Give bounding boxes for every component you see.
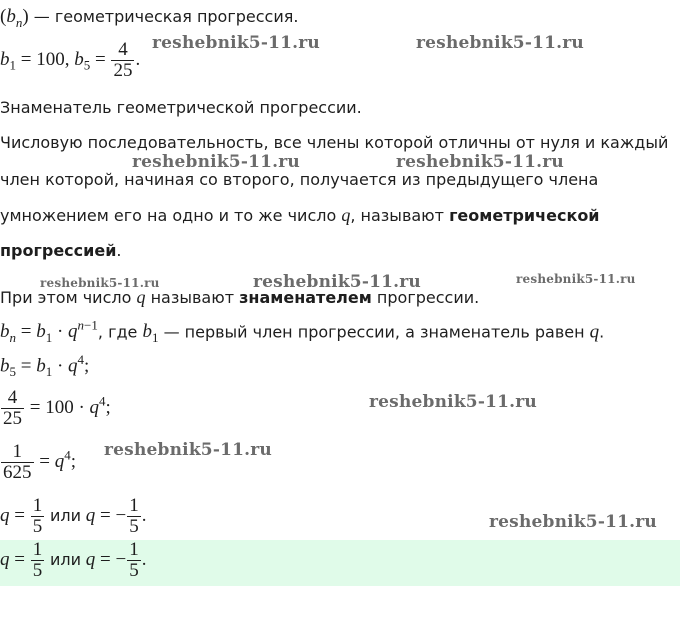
answer-line: q = $\frac{1}{5}$ или q = − $\frac{1}{5}$ . [0, 539, 147, 581]
definition-line-3: умножением его на одно и то же число q, называют геометрической [0, 205, 600, 225]
ratio-sentence: При этом число q называют знаменателем прогрессии. [0, 287, 480, 307]
title-line [0, 6, 298, 31]
watermark: reshebnik5-11.ru [152, 33, 320, 53]
watermark: reshebnik5-11.ru [516, 272, 636, 286]
definition-line-4: прогрессией. [0, 241, 122, 260]
watermark: reshebnik5-11.ru [104, 440, 272, 460]
term-ratio: знаменателем [239, 288, 372, 307]
term-geometric: геометрической [449, 206, 600, 225]
definition-line-2: член которой, начиная со второго, получается из предыдущего члена [0, 170, 599, 189]
section-heading: Знаменатель геометрической прогрессии. [0, 98, 362, 117]
b5-fraction: $\frac{4}{25}$ [113, 39, 133, 81]
step-equation-1: $\frac{4}{25}$ = $100 \cdot q^4$; [3, 387, 111, 429]
watermark: reshebnik5-11.ru [369, 392, 537, 412]
bn-symbol: $(b_n)$ [0, 6, 29, 30]
watermark: reshebnik5-11.ru [489, 512, 657, 532]
step-equation-2: $\frac{1}{625}$ = $q^4$; [3, 441, 76, 483]
given-values: $b_1 = 100$, $b_5$ = $\frac{4}{25}$ . [0, 39, 141, 81]
watermark: reshebnik5-11.ru [132, 152, 300, 172]
definition-line-1: Числовую последовательность, все члены которой отличны от нуля и каждый [0, 133, 669, 152]
step-solution: q = $\frac{1}{5}$ или q = − $\frac{1}{5}$ . [0, 495, 147, 537]
step-b5-formula: $b_5 = b_1 \cdot q^4$; [0, 352, 90, 380]
watermark: reshebnik5-11.ru [253, 272, 421, 292]
watermark: reshebnik5-11.ru [40, 276, 160, 290]
general-formula: $b_n = b_1 \cdot q^{n-1}$, где $b_1$ — первый член прогрессии, а знаменатель равен q. [0, 318, 605, 346]
b1-value: 100 [36, 48, 65, 70]
term-progression: прогрессией [0, 241, 117, 260]
watermark: reshebnik5-11.ru [396, 152, 564, 172]
title-text: — геометрическая прогрессия. [33, 7, 299, 26]
watermark: reshebnik5-11.ru [416, 33, 584, 53]
